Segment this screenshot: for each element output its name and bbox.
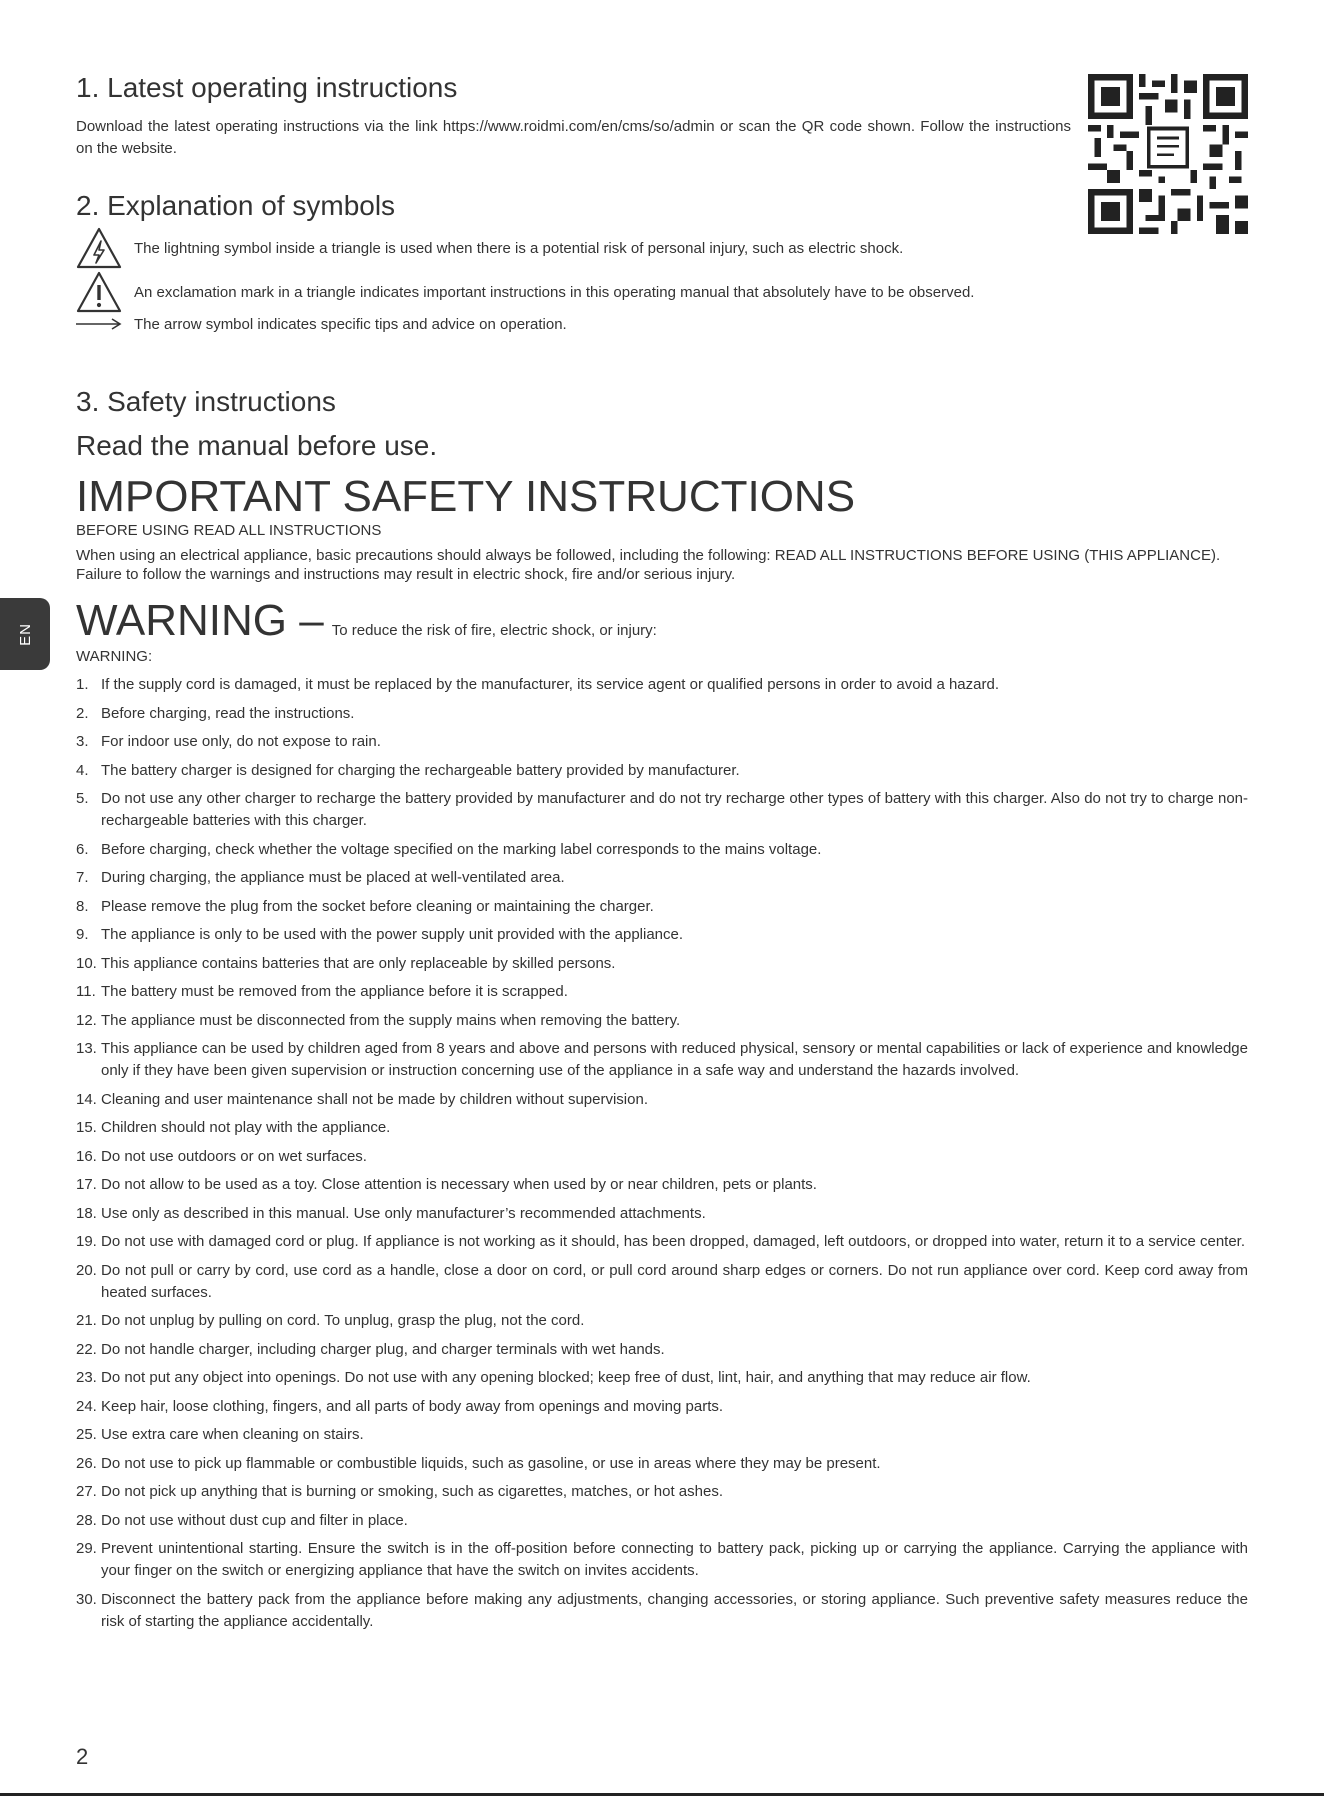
list-item-text: This appliance can be used by children aged from 8 years and above and persons with reduced physical, sensory or mental capabilities or lack of experience and knowledge only if they have been given supervision or instruction concerning use of the appliance in a safe way and understand the hazards involved. — [101, 1040, 1248, 1079]
list-item-text: The appliance must be disconnected from the supply mains when removing the battery. — [101, 1011, 681, 1029]
warning-title: WARNING – — [76, 596, 324, 645]
list-item-text: Disconnect the battery pack from the appliance before making any adjustments, changing accessories, or storing appliance. Such preventive safety measures reduce the risk of starting the appliance accidentally. — [101, 1590, 1248, 1630]
list-item-number: 26. — [76, 1454, 97, 1472]
list-item-text: For indoor use only, do not expose to rain. — [101, 733, 381, 750]
list-item — [76, 839, 1248, 861]
list-item-number: 16. — [76, 1147, 97, 1165]
list-item — [76, 1424, 1248, 1446]
warning-heading — [76, 596, 657, 646]
list-item — [76, 1146, 1248, 1168]
list-item-number: 10. — [76, 954, 97, 972]
list-item — [76, 674, 1248, 696]
list-item-text: Before charging, check whether the voltage specified on the marking label corresponds to the mains voltage. — [101, 840, 822, 858]
warning-subtitle: To reduce the risk of fire, electric shock, or injury: — [331, 622, 657, 639]
list-item-text: Do not put any object into openings. Do not use with any opening blocked; keep free of dust, lint, hair, and anything that may reduce air flow. — [101, 1369, 1031, 1386]
list-item — [76, 1231, 1248, 1253]
list-item-number: 28. — [76, 1511, 97, 1529]
list-item-text: Do not pick up anything that is burning or smoking, such as cigarettes, matches, or hot ashes. — [101, 1483, 723, 1500]
list-item-number: 14. — [76, 1090, 97, 1108]
important-safety-heading: IMPORTANT SAFETY INSTRUCTIONS — [76, 472, 856, 521]
list-item-text: Children should not play with the appliance. — [101, 1119, 391, 1136]
symbol-row-exclamation — [76, 270, 974, 314]
list-item — [76, 1367, 1248, 1389]
list-item-text: Do not use any other charger to recharge the battery provided by manufacturer and do not try recharge other types of battery with this charger. Also do not try to charge non-rechargeable batteries with this charger. — [101, 790, 1248, 829]
list-item — [76, 953, 1248, 975]
list-item — [76, 1538, 1248, 1582]
list-item-text: Cleaning and user maintenance shall not be made by children without supervision. — [101, 1090, 648, 1108]
symbol-text-exclamation: An exclamation mark in a triangle indicates important instructions in this operating manual that absolutely have to be observed. — [134, 283, 975, 301]
list-item-text: Do not use to pick up flammable or combustible liquids, such as gasoline, or use in areas where they may be present. — [101, 1454, 881, 1472]
list-item-number: 8. — [76, 897, 89, 915]
list-item-text: If the supply cord is damaged, it must be replaced by the manufacturer, its service agent or qualified persons in order to avoid a hazard. — [101, 676, 999, 693]
list-item-text: Please remove the plug from the socket before cleaning or maintaining the charger. — [101, 897, 654, 915]
safety-intro-paragraph: When using an electrical appliance, basic precautions should always be followed, including the following: READ ALL INSTRUCTIONS BEFORE USING (THIS APPLIANCE). Failure to follow the warnings and instructions may result in electric shock, fire and/or serious injury. — [76, 547, 1221, 583]
list-item-number: 6. — [76, 840, 89, 858]
list-item-number: 11. — [76, 983, 96, 1000]
list-item-number: 5. — [76, 790, 89, 807]
list-item-number: 19. — [76, 1233, 97, 1250]
before-using-note: BEFORE USING READ ALL INSTRUCTIONS — [76, 522, 382, 539]
list-item-text: During charging, the appliance must be placed at well-ventilated area. — [101, 869, 565, 886]
list-item — [76, 1260, 1248, 1304]
list-item-text: Do not pull or carry by cord, use cord as a handle, close a door on cord, or pull cord around sharp edges or corners. Do not run appliance over cord. Keep cord away from heated surfaces. — [101, 1261, 1248, 1301]
list-item-number: 1. — [76, 676, 89, 693]
list-item-text: Do not unplug by pulling on cord. To unplug, grasp the plug, not the cord. — [101, 1312, 585, 1329]
warning-label: WARNING: — [76, 648, 153, 665]
list-item-number: 15. — [76, 1119, 97, 1136]
list-item — [76, 867, 1248, 889]
list-item — [76, 981, 1248, 1003]
section-1-body: Download the latest operating instructions via the link https://www.roidmi.com/en/cms/so/admin or scan the QR code shown. Follow the instructions on the website. — [76, 118, 1071, 157]
list-item-text: The battery must be removed from the appliance before it is scrapped. — [101, 983, 568, 1000]
list-item-text: The battery charger is designed for charging the rechargeable battery provided by manufacturer. — [101, 761, 740, 779]
symbol-text-arrow: The arrow symbol indicates specific tips and advice on operation. — [134, 315, 567, 333]
list-item-text: Do not allow to be used as a toy. Close attention is necessary when used by or near children, pets or plants. — [101, 1176, 817, 1193]
list-item-number: 9. — [76, 926, 89, 943]
list-item-text: Use extra care when cleaning on stairs. — [101, 1426, 364, 1443]
list-item — [76, 896, 1248, 918]
list-item-number: 3. — [76, 733, 89, 750]
section-3-title: 3. Safety instructions — [76, 386, 336, 417]
list-item-number: 29. — [76, 1540, 97, 1557]
list-item-text: Keep hair, loose clothing, fingers, and all parts of body away from openings and moving parts. — [101, 1397, 724, 1415]
page-number: 2 — [76, 1744, 89, 1769]
symbol-text-lightning: The lightning symbol inside a triangle is used when there is a potential risk of personal injury, such as electric shock. — [134, 239, 904, 257]
list-item-text: Before charging, read the instructions. — [101, 704, 355, 722]
language-tab — [0, 598, 50, 670]
exclamation-warning-icon — [76, 270, 122, 314]
list-item-text: Do not handle charger, including charger plug, and charger terminals with wet hands. — [101, 1340, 665, 1358]
list-item-number: 27. — [76, 1483, 97, 1500]
list-item — [76, 760, 1248, 782]
list-item-text: Do not use without dust cup and filter in place. — [101, 1511, 408, 1529]
list-item — [76, 1310, 1248, 1332]
list-item — [76, 1010, 1248, 1032]
list-item-number: 12. — [76, 1011, 97, 1029]
qr-code-icon — [1088, 74, 1248, 234]
list-item — [76, 1339, 1248, 1361]
language-tab-label: EN — [16, 622, 34, 646]
list-item-number: 20. — [76, 1261, 97, 1279]
section-2-title: 2. Explanation of symbols — [76, 190, 396, 221]
list-item-number: 23. — [76, 1369, 97, 1386]
list-item-number: 18. — [76, 1204, 97, 1222]
symbol-row-arrow — [76, 313, 567, 335]
arrow-icon — [76, 313, 122, 335]
list-item — [76, 1089, 1248, 1111]
list-item — [76, 924, 1248, 946]
list-item — [76, 1453, 1248, 1475]
list-item-number: 21. — [76, 1312, 97, 1329]
symbol-row-lightning — [76, 226, 903, 270]
list-item — [76, 1481, 1248, 1503]
list-item-number: 17. — [76, 1176, 97, 1193]
list-item-text: This appliance contains batteries that are only replaceable by skilled persons. — [101, 954, 616, 972]
list-item — [76, 788, 1248, 832]
list-item-text: Prevent unintentional starting. Ensure the switch is in the off-position before connecting to battery pack, picking up or carrying the appliance. Carrying the appliance with your finger on the switch or energizing appliance that have the switch on invites accidents. — [101, 1540, 1248, 1579]
list-item — [76, 1174, 1248, 1196]
lightning-warning-icon — [76, 226, 122, 270]
list-item-text: Use only as described in this manual. Use only manufacturer’s recommended attachments. — [101, 1204, 706, 1222]
list-item-number: 30. — [76, 1590, 97, 1608]
list-item — [76, 703, 1248, 725]
list-item — [76, 1396, 1248, 1418]
list-item-text: Do not use outdoors or on wet surfaces. — [101, 1147, 367, 1165]
section-1-title: 1. Latest operating instructions — [76, 72, 458, 103]
list-item-text: Do not use with damaged cord or plug. If appliance is not working as it should, has been dropped, damaged, left outdoors, or dropped into water, return it to a service center. — [101, 1233, 1246, 1250]
list-item — [76, 1038, 1248, 1082]
list-item — [76, 731, 1248, 753]
list-item-number: 22. — [76, 1340, 97, 1358]
list-item-number: 4. — [76, 761, 89, 779]
list-item — [76, 1117, 1248, 1139]
read-manual-heading: Read the manual before use. — [76, 430, 438, 461]
list-item-number: 13. — [76, 1040, 97, 1057]
safety-rules-list — [76, 674, 1248, 1639]
list-item-number: 2. — [76, 704, 89, 722]
list-item-number: 25. — [76, 1426, 97, 1443]
list-item-number: 24. — [76, 1397, 97, 1415]
list-item — [76, 1589, 1248, 1633]
list-item-text: The appliance is only to be used with the power supply unit provided with the appliance. — [101, 926, 684, 943]
list-item — [76, 1510, 1248, 1532]
list-item-number: 7. — [76, 869, 89, 886]
list-item — [76, 1203, 1248, 1225]
